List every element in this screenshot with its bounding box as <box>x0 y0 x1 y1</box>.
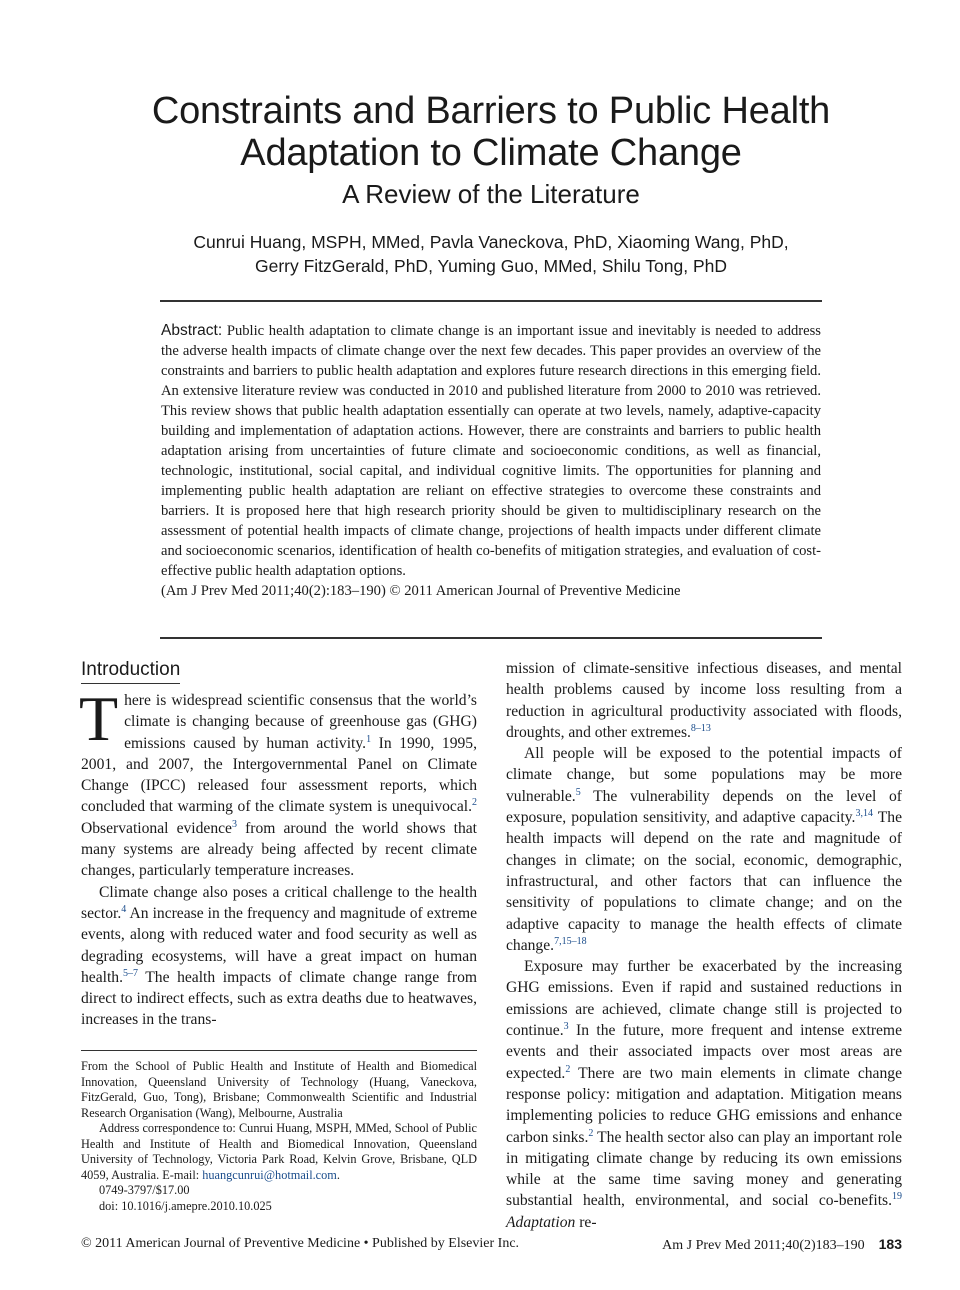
text-run: The vulnerability depends on the level of exposure, population sensitivity, and adaptive capacity. <box>506 787 902 827</box>
title-block <box>80 90 902 210</box>
text-run: here is widespread scientific consensus that the world’s climate is changing because of greenhouse gas (GHG) emissions caused by human activity. <box>124 692 477 752</box>
emphasis-adaptation: Adaptation <box>506 1213 576 1231</box>
reference-link[interactable]: 2 <box>472 797 477 809</box>
text-run: Climate change also poses a critical challenge to the health sector. <box>81 883 477 922</box>
reference-link[interactable]: 3,14 <box>855 807 873 819</box>
right-column <box>506 658 902 1233</box>
journal-citation: Am J Prev Med 2011;40(2)183–190 <box>662 1238 865 1253</box>
authors-line-1: Cunrui Huang, MSPH, MMed, Pavla Vaneckova, PhD, Xiaoming Wang, PhD, <box>193 232 789 252</box>
text-run: Observational evidence <box>81 819 232 837</box>
text-run: mission of climate-sensitive infectious diseases, and mental health problems caused by income loss resulting from a reduction in agricultural productivity associated with floods, droughts, and other extremes. <box>506 660 902 741</box>
reference-link[interactable]: 2 <box>588 1127 594 1139</box>
paragraph-1 <box>79 683 477 882</box>
paragraph-5 <box>506 956 902 1233</box>
left-column <box>81 657 477 1031</box>
abstract-top-rule <box>160 300 822 302</box>
affiliation-note: From the School of Public Health and Institute of Health and Biomedical Innovation, Queensland University of Technology (Huang, Vaneckova, FitzGerald, Guo, Tong), Brisbane; Commonwealth Scientific and Industrial Research Organisation (Wang), Melbourne, Australia <box>81 1059 477 1120</box>
reference-link[interactable]: 3 <box>231 818 237 830</box>
text-run: An increase in the frequency and magnitude of extreme events, along with reduced water and food security as well as degrading ecosystems, will have a great impact on human health. <box>81 904 477 986</box>
reference-link[interactable]: 2 <box>565 1063 571 1075</box>
reference-link[interactable]: 1 <box>366 733 372 745</box>
title-line-1: Constraints and Barriers to Public Health <box>151 90 831 132</box>
correspondence-note <box>81 1121 477 1183</box>
drop-cap: T <box>79 683 119 754</box>
text-run: The health sector also can play an important role in mitigating climate change by reducing its own emissions while at the same time saving money and generating substantial health, environmental, and social co-benefits. <box>506 1128 902 1210</box>
text-run: Exposure may further be exacerbated by the increasing GHG emissions. Even if rapid and sustained reductions in emissions are achieved, climate change still is projected to continue. <box>506 958 902 1040</box>
text-run: The health impacts will depend on the rate and magnitude of changes in climate; on the social, economic, demographic, infrastructural, and other factors that can influence the sensitivity of populations to climate change; and on the adaptive capacity to manage the health effects of climate change. <box>506 809 902 954</box>
text-run: In 1990, 1995, 2001, and 2007, the Intergovernmental Panel on Climate Change (IPCC) released four assessment reports, which concluded that warming of the climate system is unequivocal. <box>81 734 477 816</box>
title-line-2: Adaptation to Climate Change <box>240 132 742 174</box>
footnotes <box>81 1050 477 1214</box>
price-code: 0749-3797/$17.00 <box>99 1183 190 1197</box>
abstract-citation: (Am J Prev Med 2011;40(2):183–190) © 2011 American Journal of Preventive Medicine <box>161 583 681 599</box>
text-run: from around the world shows that many systems are already being affected by recent climate changes, particularly temperature increases. <box>81 819 477 880</box>
footer-copyright: © 2011 American Journal of Preventive Medicine • Published by Elsevier Inc. <box>81 1236 520 1251</box>
abstract <box>161 321 821 601</box>
reference-link[interactable]: 4 <box>121 903 127 915</box>
reference-link[interactable]: 5 <box>575 786 581 798</box>
abstract-label: Abstract: <box>161 322 223 339</box>
reference-link[interactable]: 7,15–18 <box>554 935 587 947</box>
text-run: There are two main elements in climate change response policy: mitigation and adaptation. Mitigation means implementing policies to reduce GHG emissions and enhance carbon sinks. <box>506 1064 902 1146</box>
reference-link[interactable]: 19 <box>892 1191 902 1203</box>
reference-link[interactable]: 8–13 <box>690 722 711 734</box>
paragraph-3 <box>506 658 902 743</box>
reference-link[interactable]: 3 <box>563 1020 569 1032</box>
text-run: In the future, more frequent and intense extreme events and their associated impacts over most areas are expected. <box>506 1022 902 1082</box>
reference-link[interactable]: 5–7 <box>123 967 138 979</box>
page-number: 183 <box>878 1236 902 1252</box>
author-list <box>100 230 882 278</box>
text-run: re- <box>575 1213 597 1231</box>
paragraph-2 <box>81 882 477 1031</box>
footer-right <box>662 1234 902 1256</box>
article-title <box>80 90 902 174</box>
email-link[interactable]: huangcunrui@hotmail.com <box>202 1167 337 1182</box>
doi: doi: 10.1016/j.amepre.2010.10.025 <box>99 1198 272 1213</box>
paragraph-4 <box>506 743 902 956</box>
section-heading-introduction: Introduction <box>81 657 180 684</box>
abstract-text: Public health adaptation to climate change is an important issue and inevitably is needed to address the adverse health impacts of climate change over the next few decades. This paper provides an overview of the constraints and barriers to public health adaptation and explores future research directions in this emerging field. An extensive literature review was conducted in 2010 and published literature from 2000 to 2010 was retrieved. This review shows that public health adaptation essentially can operate at two levels, namely, adaptive-capacity building and implementation of adaptation actions. However, there are constraints and barriers to public health adaptation arising from uncertainties of future climate and socioeconomic conditions, as well as financial, technologic, institutional, social capital, and individual cognitive limits. The opportunities for planning and implementing public health adaptation are reliant on effective strategies to overcome these constraints and barriers. It is proposed here that high research priority should be given to multidisciplinary research on the assessment of potential health impacts of climate change, projections of health impacts under different climate and socioeconomic scenarios, identification of health co-benefits of mitigation strategies, and evaluation of cost-effective public health adaptation options. <box>161 323 821 579</box>
text-run: All people will be exposed to the potential impacts of climate change, but some populations may be more vulnerable. <box>506 745 902 805</box>
text-run: . <box>336 1167 340 1182</box>
correspondence-text: Address correspondence to: Cunrui Huang, MSPH, MMed, School of Public Health and Institute of Health and Biomedical Innovation, Queensland University of Technology, Victoria Park Road, Kelvin Grove, Brisbane, QLD 4059, Australia. E-mail: <box>81 1121 477 1182</box>
abstract-bottom-rule <box>160 637 822 639</box>
text-run: The health impacts of climate change range from direct to indirect effects, such as extra deaths due to heatwaves, increases in the trans- <box>81 968 477 1029</box>
article-subtitle: A Review of the Literature <box>342 179 640 209</box>
authors-line-2: Gerry FitzGerald, PhD, Yuming Guo, MMed, Shilu Tong, PhD <box>254 256 728 276</box>
